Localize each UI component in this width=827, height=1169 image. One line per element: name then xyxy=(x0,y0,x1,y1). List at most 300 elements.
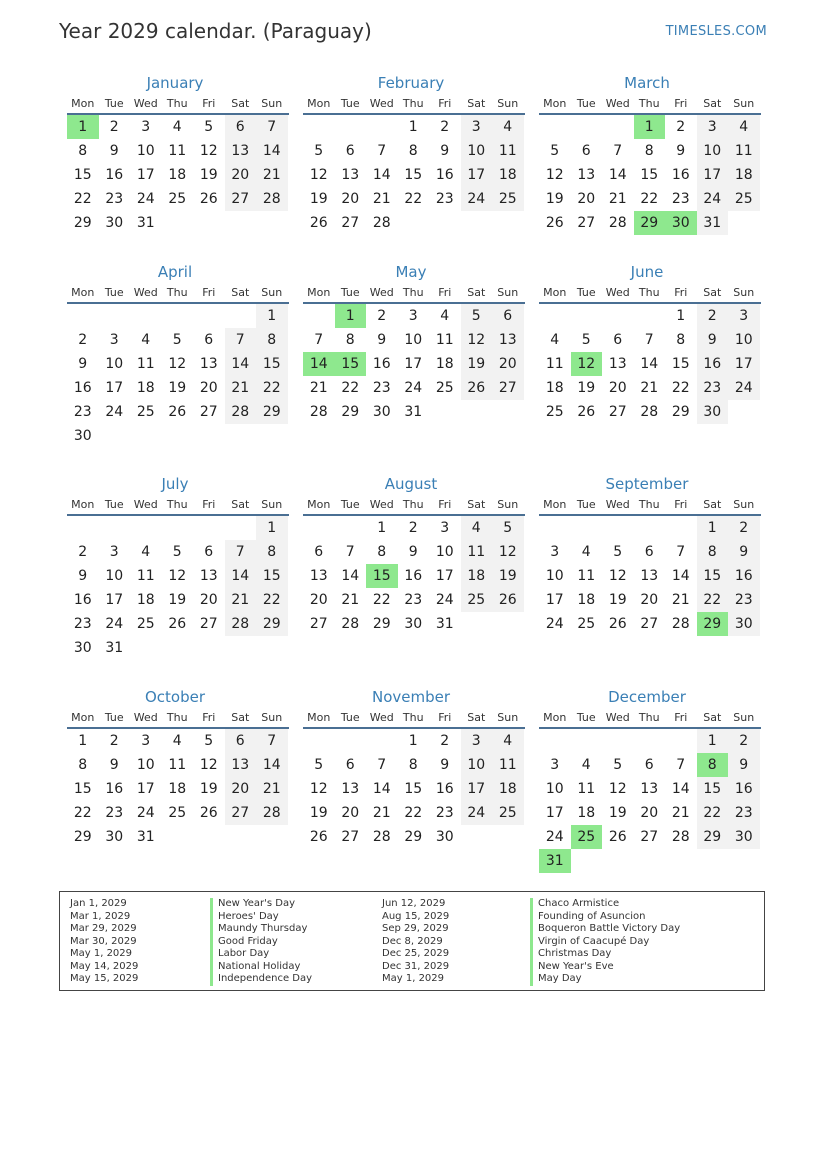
day-cell: 10 xyxy=(461,139,493,163)
weekday-label: Sun xyxy=(733,286,755,299)
month-december xyxy=(539,686,761,873)
day-cell: 24 xyxy=(435,592,454,608)
day-cell: 20 xyxy=(492,352,524,376)
day-cell: 31 xyxy=(105,640,124,656)
weekday-label: Wed xyxy=(133,711,158,724)
day-cell: 6 xyxy=(225,115,257,139)
day-grid xyxy=(303,304,525,424)
day-cell: 14 xyxy=(372,781,391,797)
day-cell: 13 xyxy=(309,568,328,584)
weekday-label: Sun xyxy=(497,498,519,511)
day-cell: 19 xyxy=(461,352,493,376)
empty-cell xyxy=(539,115,571,139)
empty-cell xyxy=(303,516,335,540)
legend-date: Jun 12, 2029 xyxy=(382,898,446,909)
day-cell: 28 xyxy=(372,829,391,845)
day-cell: 20 xyxy=(640,805,659,821)
weekday-label: Sat xyxy=(703,286,722,299)
weekday-label: Mon xyxy=(71,498,95,511)
day-cell: 1 xyxy=(676,308,686,324)
day-cell: 15 xyxy=(256,352,288,376)
day-cell: 28 xyxy=(256,187,288,211)
day-cell: 29 xyxy=(634,211,666,235)
day-cell: 28 xyxy=(341,616,360,632)
day-cell: 21 xyxy=(225,588,257,612)
day-cell: 23 xyxy=(105,191,124,207)
day-cell: 3 xyxy=(550,757,560,773)
day-cell: 10 xyxy=(697,139,729,163)
day-cell: 28 xyxy=(225,612,257,636)
weekday-label: Fri xyxy=(202,286,216,299)
day-cell: 22 xyxy=(671,380,690,396)
weekday-label: Sun xyxy=(261,97,283,110)
day-cell: 12 xyxy=(545,167,564,183)
empty-cell xyxy=(634,516,666,540)
day-cell: 7 xyxy=(644,332,654,348)
weekday-header xyxy=(303,709,525,729)
empty-cell xyxy=(303,729,335,753)
day-cell: 16 xyxy=(728,777,760,801)
day-cell: 6 xyxy=(492,304,524,328)
day-cell: 7 xyxy=(613,143,623,159)
day-cell: 10 xyxy=(545,568,564,584)
day-cell: 19 xyxy=(492,564,524,588)
legend-date: Mar 29, 2029 xyxy=(70,923,137,934)
weekday-label: Tue xyxy=(104,97,124,110)
day-cell: 26 xyxy=(168,404,187,420)
day-cell: 17 xyxy=(136,781,155,797)
day-cell: 20 xyxy=(199,380,218,396)
day-cell: 6 xyxy=(204,332,214,348)
day-cell: 6 xyxy=(204,544,214,560)
day-cell: 4 xyxy=(141,332,151,348)
day-cell: 15 xyxy=(404,167,423,183)
legend-holiday-name: Independence Day xyxy=(210,973,312,986)
day-cell: 15 xyxy=(697,564,729,588)
day-cell: 29 xyxy=(73,215,92,231)
weekday-header xyxy=(539,496,761,516)
day-cell: 16 xyxy=(404,568,423,584)
weekday-label: Fri xyxy=(438,498,452,511)
legend-holiday-name: New Year's Eve xyxy=(530,961,680,974)
day-cell: 12 xyxy=(309,781,328,797)
weekday-label: Sat xyxy=(703,711,722,724)
day-cell: 5 xyxy=(461,304,493,328)
day-cell: 7 xyxy=(225,540,257,564)
weekday-label: Wed xyxy=(369,711,394,724)
weekday-label: Fri xyxy=(674,286,688,299)
month-name: December xyxy=(608,688,686,706)
day-cell: 28 xyxy=(256,801,288,825)
day-cell: 23 xyxy=(671,191,690,207)
empty-cell xyxy=(130,304,162,328)
day-cell: 13 xyxy=(225,139,257,163)
day-cell: 13 xyxy=(199,568,218,584)
legend-holiday-name: May Day xyxy=(530,973,680,986)
day-cell: 22 xyxy=(256,588,288,612)
weekday-label: Sat xyxy=(467,711,486,724)
weekday-label: Tue xyxy=(576,498,596,511)
empty-cell xyxy=(571,304,603,328)
month-name: January xyxy=(146,74,204,92)
day-cell: 13 xyxy=(608,356,627,372)
month-february xyxy=(303,72,525,235)
day-cell: 10 xyxy=(728,328,760,352)
day-cell: 2 xyxy=(676,119,686,135)
day-cell: 25 xyxy=(168,805,187,821)
day-cell: 12 xyxy=(309,167,328,183)
weekday-label: Thu xyxy=(402,711,424,724)
day-cell: 28 xyxy=(372,215,391,231)
weekday-header xyxy=(539,95,761,115)
day-cell: 21 xyxy=(256,777,288,801)
day-cell: 27 xyxy=(341,215,360,231)
day-cell: 28 xyxy=(671,829,690,845)
weekday-label: Mon xyxy=(307,711,331,724)
day-cell: 8 xyxy=(697,540,729,564)
legend-holiday-name: Heroes' Day xyxy=(210,911,312,924)
day-cell: 7 xyxy=(256,115,288,139)
day-cell: 10 xyxy=(105,356,124,372)
weekday-label: Mon xyxy=(307,97,331,110)
legend-holiday-name: Christmas Day xyxy=(530,948,680,961)
day-cell: 3 xyxy=(461,729,493,753)
day-cell: 26 xyxy=(199,805,218,821)
day-cell: 5 xyxy=(172,332,182,348)
day-cell: 1 xyxy=(634,115,666,139)
day-cell: 24 xyxy=(105,616,124,632)
day-cell: 5 xyxy=(492,516,524,540)
day-cell: 18 xyxy=(577,805,596,821)
day-cell: 27 xyxy=(608,404,627,420)
legend-holiday-name: Founding of Asuncion xyxy=(530,911,680,924)
day-cell: 3 xyxy=(440,520,450,536)
weekday-header xyxy=(67,709,289,729)
day-cell: 1 xyxy=(408,119,418,135)
weekday-label: Tue xyxy=(576,711,596,724)
weekday-label: Sun xyxy=(497,711,519,724)
day-cell: 9 xyxy=(109,757,119,773)
day-cell: 26 xyxy=(545,215,564,231)
day-cell: 4 xyxy=(141,544,151,560)
day-cell: 26 xyxy=(199,191,218,207)
day-cell: 9 xyxy=(408,544,418,560)
legend-date: Mar 30, 2029 xyxy=(70,935,137,947)
day-cell: 4 xyxy=(581,757,591,773)
empty-cell xyxy=(602,304,634,328)
day-cell: 17 xyxy=(136,167,155,183)
day-cell: 4 xyxy=(461,516,493,540)
month-name: May xyxy=(395,263,427,281)
day-cell: 18 xyxy=(168,167,187,183)
weekday-header xyxy=(539,284,761,304)
day-cell: 27 xyxy=(225,801,257,825)
day-cell: 18 xyxy=(461,564,493,588)
day-cell: 2 xyxy=(697,304,729,328)
site-link[interactable]: TIMESLES.COM xyxy=(665,24,767,39)
day-cell: 1 xyxy=(335,304,367,328)
day-cell: 4 xyxy=(172,733,182,749)
day-cell: 30 xyxy=(73,428,92,444)
empty-cell xyxy=(665,729,697,753)
day-cell: 14 xyxy=(640,356,659,372)
day-cell: 1 xyxy=(78,733,88,749)
day-cell: 12 xyxy=(608,781,627,797)
day-grid xyxy=(67,115,289,235)
empty-cell xyxy=(634,729,666,753)
weekday-label: Fri xyxy=(202,711,216,724)
day-cell: 5 xyxy=(550,143,560,159)
day-cell: 11 xyxy=(545,356,564,372)
day-cell: 21 xyxy=(341,592,360,608)
day-cell: 26 xyxy=(461,376,493,400)
day-cell: 14 xyxy=(671,781,690,797)
day-cell: 8 xyxy=(345,332,355,348)
day-cell: 16 xyxy=(728,564,760,588)
day-cell: 16 xyxy=(73,380,92,396)
day-grid xyxy=(539,115,761,235)
day-cell: 12 xyxy=(571,352,603,376)
day-cell: 14 xyxy=(671,568,690,584)
day-cell: 7 xyxy=(676,544,686,560)
day-cell: 23 xyxy=(404,592,423,608)
weekday-label: Fri xyxy=(674,498,688,511)
day-cell: 17 xyxy=(545,805,564,821)
day-cell: 22 xyxy=(73,805,92,821)
day-grid xyxy=(303,729,525,849)
day-cell: 23 xyxy=(105,805,124,821)
day-cell: 24 xyxy=(136,191,155,207)
day-cell: 2 xyxy=(728,516,760,540)
day-cell: 20 xyxy=(577,191,596,207)
day-cell: 17 xyxy=(545,592,564,608)
day-cell: 3 xyxy=(408,308,418,324)
weekday-label: Mon xyxy=(71,97,95,110)
day-cell: 18 xyxy=(492,163,524,187)
day-cell: 1 xyxy=(256,516,288,540)
day-cell: 3 xyxy=(141,733,151,749)
day-cell: 24 xyxy=(545,829,564,845)
day-cell: 17 xyxy=(105,592,124,608)
day-cell: 22 xyxy=(640,191,659,207)
legend-date: Mar 1, 2029 xyxy=(70,910,131,922)
month-name: September xyxy=(605,475,689,493)
day-cell: 20 xyxy=(225,777,257,801)
day-cell: 7 xyxy=(377,143,387,159)
day-cell: 21 xyxy=(225,376,257,400)
weekday-label: Sun xyxy=(261,498,283,511)
day-cell: 14 xyxy=(372,167,391,183)
day-cell: 20 xyxy=(341,805,360,821)
legend-dates-right xyxy=(382,898,449,986)
legend-date: May 15, 2029 xyxy=(70,973,139,984)
day-cell: 10 xyxy=(435,544,454,560)
empty-cell xyxy=(303,304,335,328)
day-cell: 13 xyxy=(492,328,524,352)
month-name: November xyxy=(371,688,451,706)
day-cell: 10 xyxy=(545,781,564,797)
empty-cell xyxy=(539,729,571,753)
weekday-label: Wed xyxy=(369,97,394,110)
weekday-label: Sun xyxy=(733,97,755,110)
day-cell: 1 xyxy=(697,729,729,753)
day-cell: 6 xyxy=(225,729,257,753)
month-name: August xyxy=(384,475,438,493)
day-cell: 18 xyxy=(492,777,524,801)
day-cell: 3 xyxy=(461,115,493,139)
day-cell: 31 xyxy=(136,829,155,845)
weekday-label: Mon xyxy=(71,711,95,724)
day-cell: 5 xyxy=(314,143,324,159)
legend-date: Dec 31, 2029 xyxy=(382,960,450,972)
day-cell: 26 xyxy=(608,829,627,845)
day-cell: 11 xyxy=(728,139,760,163)
day-grid xyxy=(539,304,761,424)
day-cell: 1 xyxy=(67,115,99,139)
day-cell: 4 xyxy=(440,308,450,324)
day-cell: 13 xyxy=(199,356,218,372)
day-cell: 29 xyxy=(256,400,288,424)
month-name: June xyxy=(630,263,664,281)
legend-holiday-name: Maundy Thursday xyxy=(210,923,312,936)
day-cell: 5 xyxy=(172,544,182,560)
day-cell: 13 xyxy=(640,781,659,797)
weekday-label: Fri xyxy=(674,711,688,724)
legend-date: May 1, 2029 xyxy=(382,973,445,984)
day-cell: 17 xyxy=(697,163,729,187)
day-cell: 5 xyxy=(613,757,623,773)
day-cell: 7 xyxy=(377,757,387,773)
empty-cell xyxy=(571,516,603,540)
day-cell: 16 xyxy=(105,781,124,797)
weekday-header xyxy=(539,709,761,729)
day-cell: 12 xyxy=(199,757,218,773)
day-cell: 9 xyxy=(440,143,450,159)
weekday-label: Sat xyxy=(467,498,486,511)
empty-cell xyxy=(335,115,367,139)
day-cell: 29 xyxy=(697,612,729,636)
day-cell: 8 xyxy=(78,143,88,159)
day-cell: 13 xyxy=(225,753,257,777)
day-cell: 29 xyxy=(697,825,729,849)
day-cell: 23 xyxy=(73,616,92,632)
legend-names-right xyxy=(530,898,680,986)
day-cell: 8 xyxy=(408,757,418,773)
day-cell: 22 xyxy=(256,376,288,400)
day-cell: 31 xyxy=(435,616,454,632)
weekday-label: Tue xyxy=(340,711,360,724)
day-cell: 14 xyxy=(341,568,360,584)
weekday-label: Tue xyxy=(340,498,360,511)
day-cell: 1 xyxy=(377,520,387,536)
empty-cell xyxy=(99,516,131,540)
day-cell: 19 xyxy=(309,805,328,821)
day-cell: 11 xyxy=(461,540,493,564)
weekday-label: Mon xyxy=(307,286,331,299)
day-cell: 20 xyxy=(199,592,218,608)
day-cell: 10 xyxy=(461,753,493,777)
holiday-legend xyxy=(59,891,765,991)
day-cell: 3 xyxy=(109,544,119,560)
day-cell: 29 xyxy=(73,829,92,845)
day-cell: 11 xyxy=(168,143,187,159)
day-cell: 1 xyxy=(408,733,418,749)
day-cell: 27 xyxy=(492,376,524,400)
legend-date: May 14, 2029 xyxy=(70,960,139,972)
day-cell: 30 xyxy=(372,404,391,420)
empty-cell xyxy=(193,304,225,328)
day-cell: 30 xyxy=(105,829,124,845)
day-cell: 29 xyxy=(372,616,391,632)
day-cell: 26 xyxy=(168,616,187,632)
month-june xyxy=(539,261,761,424)
day-cell: 16 xyxy=(105,167,124,183)
day-cell: 21 xyxy=(372,191,391,207)
day-cell: 24 xyxy=(728,376,760,400)
weekday-label: Wed xyxy=(605,498,630,511)
day-cell: 16 xyxy=(671,167,690,183)
legend-holiday-name: New Year's Day xyxy=(210,898,312,911)
day-grid xyxy=(67,304,289,448)
month-name: February xyxy=(377,74,445,92)
weekday-label: Tue xyxy=(576,286,596,299)
day-cell: 23 xyxy=(372,380,391,396)
day-cell: 9 xyxy=(728,753,760,777)
weekday-header xyxy=(67,95,289,115)
day-cell: 20 xyxy=(608,380,627,396)
empty-cell xyxy=(602,729,634,753)
weekday-label: Fri xyxy=(202,498,216,511)
day-cell: 18 xyxy=(435,356,454,372)
month-may xyxy=(303,261,525,424)
day-cell: 18 xyxy=(136,592,155,608)
day-cell: 11 xyxy=(577,781,596,797)
day-cell: 14 xyxy=(256,753,288,777)
day-cell: 25 xyxy=(728,187,760,211)
day-cell: 10 xyxy=(136,757,155,773)
legend-holiday-name: Chaco Armistice xyxy=(530,898,680,911)
day-cell: 30 xyxy=(697,400,729,424)
weekday-label: Sat xyxy=(231,711,250,724)
day-cell: 19 xyxy=(168,592,187,608)
day-cell: 28 xyxy=(225,400,257,424)
weekday-label: Thu xyxy=(638,286,660,299)
weekday-label: Thu xyxy=(638,498,660,511)
day-cell: 16 xyxy=(435,781,454,797)
weekday-label: Wed xyxy=(133,286,158,299)
day-cell: 27 xyxy=(640,616,659,632)
weekday-label: Fri xyxy=(438,711,452,724)
weekday-label: Thu xyxy=(638,711,660,724)
day-cell: 18 xyxy=(577,592,596,608)
weekday-label: Fri xyxy=(674,97,688,110)
month-january xyxy=(67,72,289,235)
day-cell: 25 xyxy=(461,588,493,612)
day-cell: 27 xyxy=(225,187,257,211)
day-cell: 26 xyxy=(309,215,328,231)
day-cell: 30 xyxy=(73,640,92,656)
day-cell: 8 xyxy=(256,540,288,564)
day-cell: 19 xyxy=(608,805,627,821)
day-cell: 15 xyxy=(697,777,729,801)
day-cell: 2 xyxy=(78,544,88,560)
legend-holiday-name: Labor Day xyxy=(210,948,312,961)
weekday-label: Wed xyxy=(133,97,158,110)
day-cell: 15 xyxy=(404,781,423,797)
empty-cell xyxy=(571,115,603,139)
day-cell: 21 xyxy=(608,191,627,207)
weekday-label: Wed xyxy=(605,286,630,299)
